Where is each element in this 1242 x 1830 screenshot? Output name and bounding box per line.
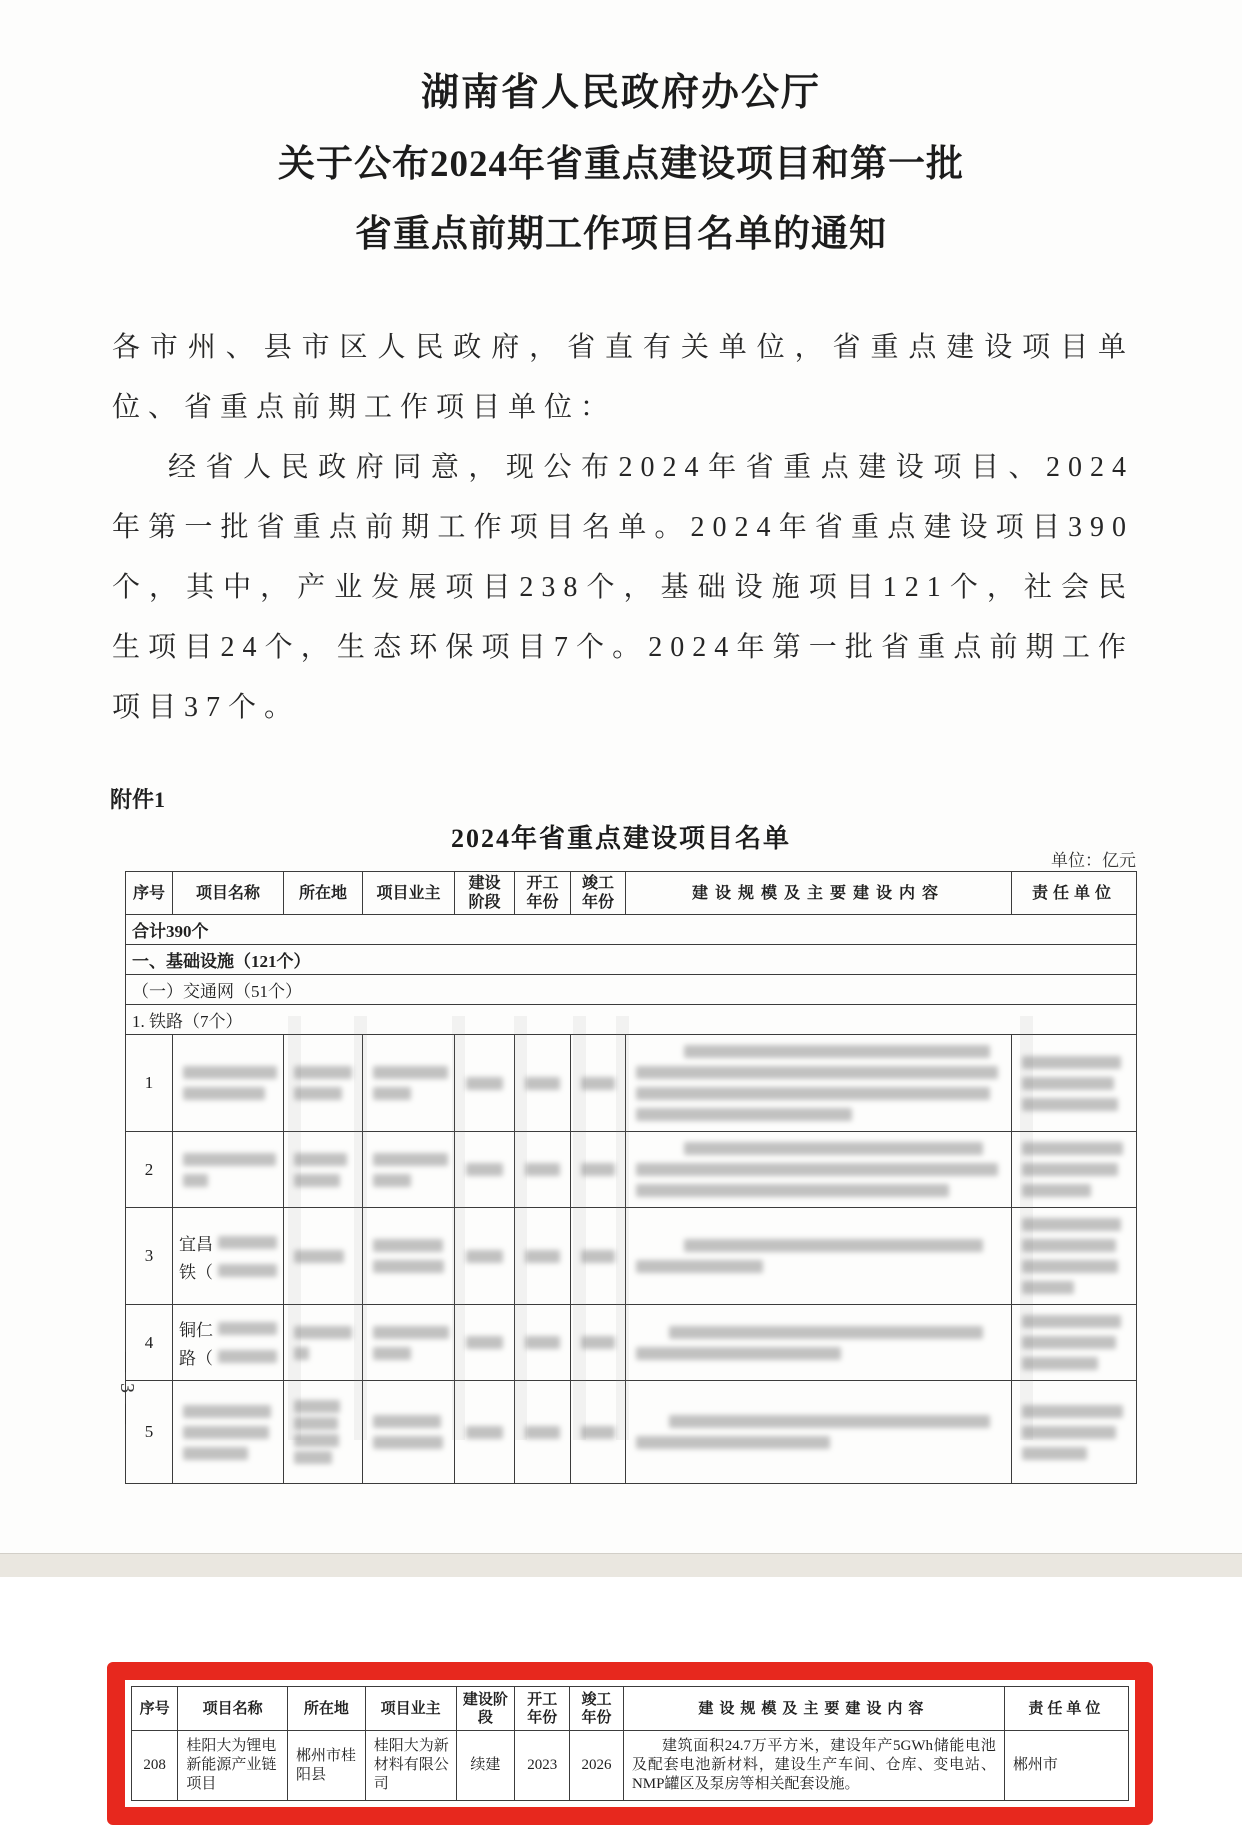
header-end-year: 竣工年份	[571, 872, 626, 915]
row-content-redacted	[626, 1035, 1012, 1132]
redacted-line	[294, 1451, 332, 1464]
projects-table	[125, 871, 1137, 1484]
redacted-line	[373, 1153, 448, 1166]
redacted-line	[373, 1326, 449, 1339]
redacted-line	[1022, 1447, 1087, 1460]
row-name-fragment: 铁（	[179, 1262, 213, 1282]
table-row	[126, 1035, 1137, 1132]
row-responsible-redacted	[1012, 1305, 1137, 1381]
row-name-redacted	[173, 1381, 284, 1484]
table-row	[126, 1381, 1137, 1484]
redacted-line	[581, 1250, 615, 1263]
redacted-line	[684, 1045, 990, 1058]
row-owner-redacted	[363, 1305, 455, 1381]
header-stage: 建设阶段	[455, 872, 515, 915]
row-location-redacted	[284, 1381, 363, 1484]
redacted-line	[581, 1163, 615, 1176]
redacted-line	[294, 1434, 339, 1447]
redacted-line	[466, 1163, 503, 1176]
header-name: 项目名称	[178, 1687, 288, 1731]
header-content: 建设规模及主要建设内容	[626, 872, 1012, 915]
row-content-redacted	[626, 1208, 1012, 1305]
redacted-line	[1022, 1218, 1121, 1231]
redacted-line	[1022, 1405, 1123, 1418]
header-owner: 项目业主	[365, 1687, 456, 1731]
header-seq: 序号	[132, 1687, 178, 1731]
projects-table-header-row	[126, 872, 1137, 915]
redacted-line	[636, 1108, 852, 1121]
redacted-line	[636, 1066, 998, 1079]
row-end-redacted	[571, 1381, 626, 1484]
row-owner-redacted	[363, 1132, 455, 1208]
row-end-redacted	[571, 1035, 626, 1132]
row-name-partial	[173, 1208, 284, 1305]
redacted-line	[1022, 1260, 1118, 1273]
row-stage-redacted	[455, 1132, 515, 1208]
redacted-line	[1022, 1315, 1121, 1328]
row-seq: 5	[126, 1381, 173, 1484]
highlight-header-row	[132, 1687, 1129, 1731]
redacted-line	[525, 1426, 560, 1439]
table-row	[126, 1132, 1137, 1208]
header-end-year: 竣工年份	[570, 1687, 624, 1731]
redacted-line	[669, 1326, 982, 1339]
redacted-line	[636, 1184, 949, 1197]
redacted-line	[218, 1236, 277, 1249]
row-start-redacted	[515, 1035, 571, 1132]
redacted-line	[373, 1415, 441, 1428]
highlighted-project-row	[132, 1731, 1129, 1801]
row-owner-redacted	[363, 1208, 455, 1305]
project-content: 建筑面积24.7万平方米，建设年产5GWh储能电池及配套电池新材料，建设生产车间、仓库、变电站、NMP罐区及泵房等相关配套设施。	[623, 1731, 1004, 1801]
row-location-redacted	[284, 1035, 363, 1132]
table-row	[126, 1305, 1137, 1381]
table-row	[126, 1208, 1137, 1305]
redacted-line	[1022, 1336, 1116, 1349]
redacted-line	[294, 1174, 340, 1187]
redacted-line	[636, 1436, 830, 1449]
redacted-line	[525, 1077, 560, 1090]
redacted-line	[636, 1347, 841, 1360]
notice-body	[112, 318, 1134, 738]
unit-note: 单位：亿元	[1051, 851, 1136, 870]
summary-row-infrastructure: 一、基础设施（121个）	[126, 945, 1137, 975]
header-start-year: 开工年份	[515, 1687, 570, 1731]
redacted-line	[1022, 1077, 1114, 1090]
page-number: — 3 —	[116, 1352, 138, 1427]
row-name-redacted	[173, 1035, 284, 1132]
row-owner-redacted	[363, 1381, 455, 1484]
redacted-line	[1022, 1142, 1123, 1155]
redacted-line	[1022, 1357, 1098, 1370]
notice-paragraph-main: 经省人民政府同意，现公布2024年省重点建设项目、2024年第一批省重点前期工作项目名单。2024年省重点建设项目390个，其中，产业发展项目238个，基础设施项目121个，社会民生项目24个，生态环保项目7个。2024年第一批省重点前期工作项目37个。	[112, 452, 1134, 723]
redacted-line	[183, 1066, 277, 1079]
notice-title	[0, 56, 1242, 270]
row-name-redacted	[173, 1132, 284, 1208]
redacted-line	[1022, 1056, 1121, 1069]
header-name: 项目名称	[173, 872, 284, 915]
row-seq: 2	[126, 1132, 173, 1208]
row-seq: 1	[126, 1035, 173, 1132]
row-start-redacted	[515, 1208, 571, 1305]
redacted-line	[1022, 1184, 1091, 1197]
redacted-line	[581, 1426, 615, 1439]
row-start-redacted	[515, 1305, 571, 1381]
highlight-red-box	[107, 1662, 1153, 1825]
row-content-redacted	[626, 1381, 1012, 1484]
redacted-line	[183, 1174, 208, 1187]
header-location: 所在地	[288, 1687, 366, 1731]
row-owner-redacted	[363, 1035, 455, 1132]
redacted-line	[373, 1347, 411, 1360]
row-seq: 3	[126, 1208, 173, 1305]
header-location: 所在地	[284, 872, 363, 915]
highlighted-project-table	[131, 1686, 1129, 1801]
redacted-line	[636, 1260, 763, 1273]
row-start-redacted	[515, 1132, 571, 1208]
row-responsible-redacted	[1012, 1035, 1137, 1132]
redacted-line	[466, 1426, 504, 1439]
redacted-line	[183, 1405, 271, 1418]
attachment-label: 附件1	[110, 787, 166, 812]
project-seq: 208	[132, 1731, 178, 1801]
redacted-line	[294, 1326, 352, 1339]
redacted-line	[218, 1350, 277, 1363]
row-stage-redacted	[455, 1208, 515, 1305]
redacted-line	[373, 1174, 411, 1187]
redacted-line	[183, 1153, 276, 1166]
row-end-redacted	[571, 1208, 626, 1305]
redacted-line	[466, 1077, 503, 1090]
redacted-line	[636, 1087, 990, 1100]
summary-row-railway: 1. 铁路（7个）	[126, 1005, 1137, 1035]
redacted-line	[373, 1066, 448, 1079]
row-responsible-redacted	[1012, 1132, 1137, 1208]
row-name-line	[179, 1344, 277, 1369]
summary-row-total: 合计390个	[126, 915, 1137, 945]
row-name-fragment: 路（	[179, 1349, 213, 1368]
project-stage: 续建	[456, 1731, 515, 1801]
highlighted-row-section	[0, 1577, 1242, 1830]
redacted-line	[684, 1239, 982, 1252]
notice-paragraph-salutation: 各市州、县市区人民政府，省直有关单位，省重点建设项目单位、省重点前期工作项目单位：	[112, 332, 1134, 423]
header-responsible: 责任单位	[1004, 1687, 1128, 1731]
redacted-line	[373, 1239, 443, 1252]
row-location-redacted	[284, 1132, 363, 1208]
redacted-line	[373, 1087, 411, 1100]
attachment-table-title: 2024年省重点建设项目名单	[450, 824, 791, 853]
row-name-line	[179, 1230, 277, 1255]
row-stage-redacted	[455, 1305, 515, 1381]
project-owner: 桂阳大为新材料有限公司	[365, 1731, 456, 1801]
redacted-line	[684, 1142, 982, 1155]
row-responsible-redacted	[1012, 1208, 1137, 1305]
redacted-line	[183, 1087, 265, 1100]
row-name-partial	[173, 1305, 284, 1381]
redacted-line	[183, 1426, 269, 1439]
project-location: 郴州市桂阳县	[288, 1731, 366, 1801]
redacted-line	[1022, 1426, 1116, 1439]
redacted-line	[218, 1264, 277, 1277]
row-content-redacted	[626, 1132, 1012, 1208]
header-owner: 项目业主	[363, 872, 455, 915]
notice-title-line-2: 关于公布2024年省重点建设项目和第一批	[278, 144, 964, 185]
redacted-line	[294, 1087, 342, 1100]
summary-row-transport: （一）交通网（51个）	[126, 975, 1137, 1005]
redacted-line	[218, 1322, 277, 1335]
row-end-redacted	[571, 1305, 626, 1381]
header-start-year: 开工年份	[515, 872, 571, 915]
row-seq: 4	[126, 1305, 173, 1381]
row-name-fragment: 宜昌	[179, 1234, 213, 1254]
redacted-line	[183, 1447, 248, 1460]
row-name-line	[179, 1258, 277, 1283]
notice-title-line-3: 省重点前期工作项目名单的通知	[355, 214, 887, 255]
project-responsible: 郴州市	[1004, 1731, 1128, 1801]
redacted-line	[294, 1347, 309, 1360]
row-stage-redacted	[455, 1035, 515, 1132]
row-name-fragment: 铜仁	[179, 1321, 213, 1340]
header-seq: 序号	[126, 872, 173, 915]
redacted-line	[373, 1260, 444, 1273]
redacted-line	[1022, 1163, 1118, 1176]
redacted-line	[1022, 1281, 1074, 1294]
section-divider	[0, 1553, 1242, 1578]
redacted-line	[466, 1336, 504, 1349]
redacted-line	[669, 1415, 990, 1428]
redacted-line	[294, 1400, 340, 1413]
row-start-redacted	[515, 1381, 571, 1484]
redacted-line	[294, 1417, 338, 1430]
row-end-redacted	[571, 1132, 626, 1208]
redacted-line	[294, 1066, 352, 1079]
header-content: 建设规模及主要建设内容	[623, 1687, 1004, 1731]
redacted-line	[581, 1336, 615, 1349]
redacted-line	[1022, 1239, 1116, 1252]
project-start-year: 2023	[515, 1731, 570, 1801]
row-responsible-redacted	[1012, 1381, 1137, 1484]
redacted-line	[294, 1250, 344, 1263]
project-end-year: 2026	[570, 1731, 624, 1801]
redacted-line	[1022, 1098, 1118, 1111]
header-stage: 建设阶段	[456, 1687, 515, 1731]
redacted-line	[581, 1077, 615, 1090]
row-location-redacted	[284, 1208, 363, 1305]
redacted-line	[466, 1250, 504, 1263]
redacted-line	[636, 1163, 998, 1176]
redacted-line	[525, 1336, 560, 1349]
redacted-line	[525, 1250, 560, 1263]
notice-title-line-1: 湖南省人民政府办公厅	[420, 72, 821, 114]
redacted-line	[294, 1153, 347, 1166]
row-location-redacted	[284, 1305, 363, 1381]
row-stage-redacted	[455, 1381, 515, 1484]
redacted-line	[525, 1163, 560, 1176]
row-content-redacted	[626, 1305, 1012, 1381]
header-responsible: 责任单位	[1012, 872, 1137, 915]
project-name: 桂阳大为锂电新能源产业链项目	[178, 1731, 288, 1801]
row-name-line	[179, 1316, 277, 1341]
redacted-line	[373, 1436, 443, 1449]
